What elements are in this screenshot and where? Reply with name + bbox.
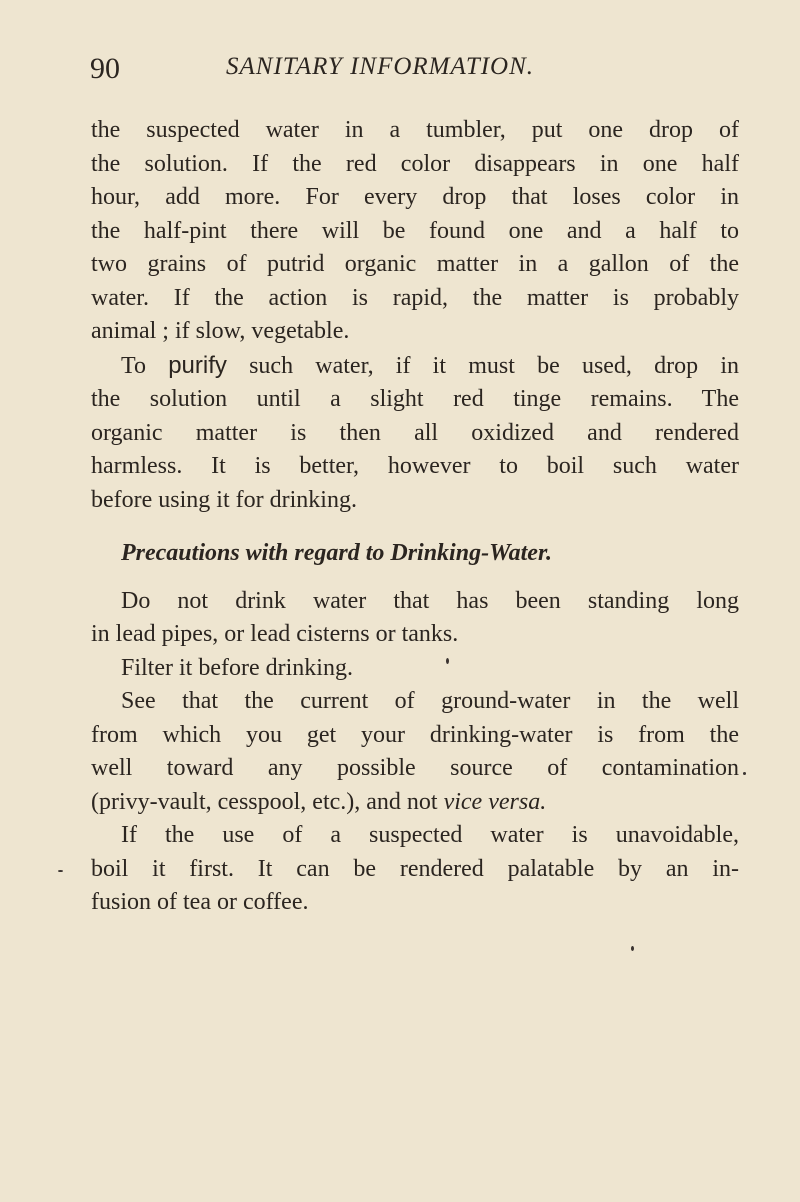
text-line: the half-pint there will be found one and a half to [91, 217, 739, 244]
text-line: Do not drink water that has been standing long [121, 587, 739, 614]
text-fragment: (privy-vault, cesspool, etc.), and not [91, 788, 444, 815]
text-line: boil it first. It can be rendered palatable by an in- [91, 855, 739, 882]
text-line: in lead pipes, or lead cisterns or tanks. [91, 621, 459, 647]
text-line [91, 349, 739, 384]
text-line: the suspected water in a tumbler, put one drop of [91, 117, 739, 143]
text-line: the solution. If the red color disappears in one half [91, 150, 739, 177]
text-line: harmless. It is better, however to boil such water [91, 453, 739, 479]
text-line: Filter it before drinking. [121, 654, 353, 681]
paragraph-4 [91, 652, 739, 686]
text-line: well toward any possible source of contamination [91, 755, 739, 781]
text-line: water. If the action is rapid, the matter is probably [91, 284, 739, 311]
text-line: organic matter is then all oxidized and rendered [91, 419, 739, 446]
page-number: 90 [90, 52, 120, 85]
text-line: two grains of putrid organic matter in a gallon of the [91, 251, 739, 277]
text-line [91, 786, 739, 820]
text-fragment: To [121, 352, 169, 379]
text-line: before using it for drinking. [91, 486, 357, 513]
paragraph-5 [91, 685, 739, 819]
running-head: SANITARY INFORMATION. [226, 53, 535, 80]
paragraph-3 [91, 585, 739, 652]
text-line: hour, add more. For every drop that loses color in [91, 184, 739, 210]
paragraph-1 [91, 114, 739, 349]
text-line: the solution until a slight red tinge remains. The [91, 386, 739, 412]
ink-speck [631, 946, 634, 951]
paragraph-2 [91, 349, 739, 518]
paragraph-6 [91, 819, 739, 920]
text-line: from which you get your drinking-water is from the [91, 721, 739, 748]
italic-phrase: vice versa. [443, 788, 547, 815]
page-header [0, 50, 800, 90]
text-line: If the use of a suspected water is unavoidable, [121, 822, 739, 848]
text-fragment: such water, if it must be used, drop in [226, 352, 739, 379]
emphasized-word: purify [168, 351, 227, 379]
ink-speck [446, 658, 449, 664]
ink-speck [743, 772, 746, 775]
body-text [91, 114, 739, 920]
text-line: See that the current of ground-water in the well [121, 688, 739, 714]
section-heading: Precautions with regard to Drinking-Water. [121, 540, 552, 566]
text-line: animal ; if slow, vegetable. [91, 318, 350, 344]
ink-speck [58, 870, 63, 872]
text-line: fusion of tea or coffee. [91, 889, 309, 915]
